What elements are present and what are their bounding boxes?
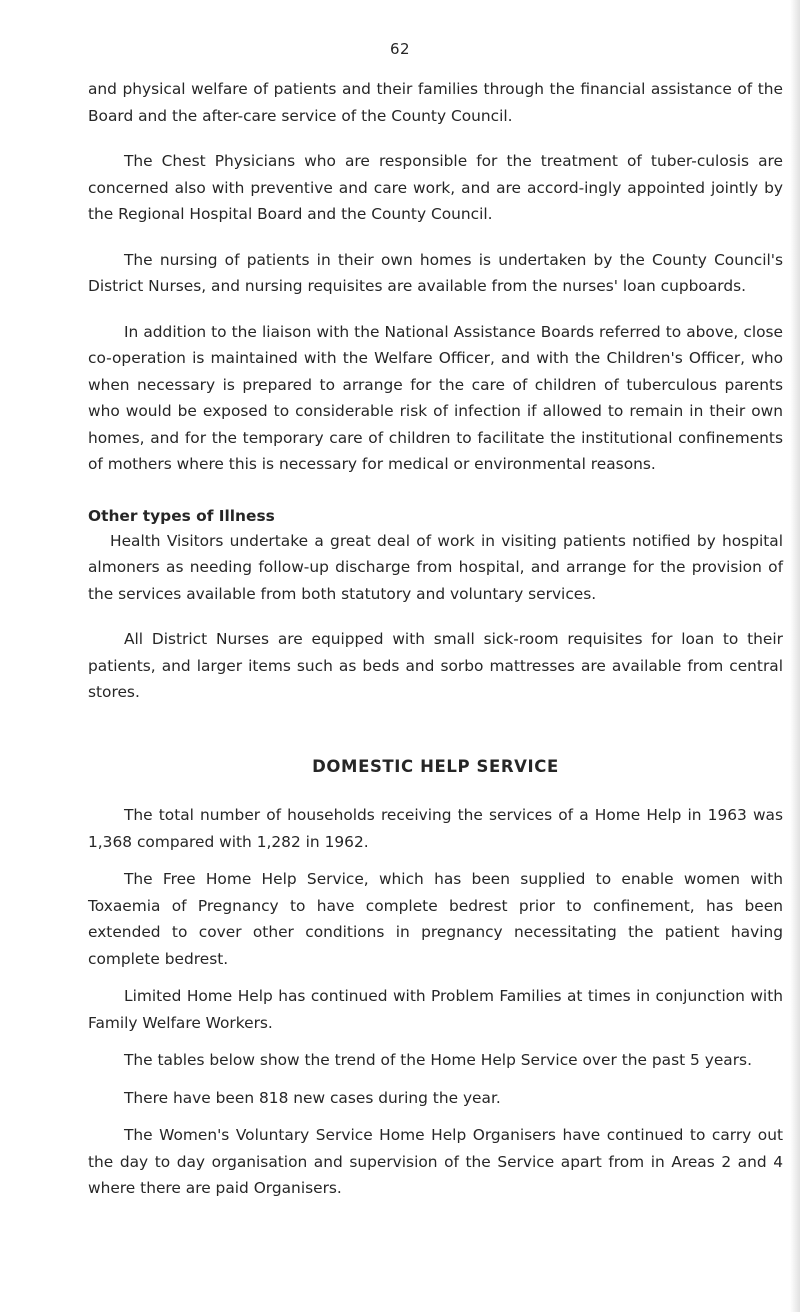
page-body	[88, 76, 783, 1213]
paragraph-chest-physicians: The Chest Physicians who are responsible for the treatment of tuber-culosis are concerned also with preventive and care work, and are accord-ingly appointed jointly by the Regional Hospital Board and the County Council.	[88, 152, 783, 223]
paragraph-nursing: The nursing of patients in their own homes is undertaken by the County Council's District Nurses, and nursing requisites are available from the nurses' loan cupboards.	[88, 250, 783, 295]
paragraph-district-nurses: All District Nurses are equipped with small sick-room requisites for loan to their patients, and larger items such as beds and sorbo mattresses are available from central stores.	[88, 630, 783, 701]
paragraph-health-visitors: Health Visitors undertake a great deal of work in visiting patients notified by hospital almoners as needing follow-up discharge from hospital, and arrange for the provision of the services available from both statutory and voluntary services.	[88, 531, 783, 603]
paragraph-new-cases: There have been 818 new cases during the year.	[124, 1088, 501, 1107]
paragraph-continuation: and physical welfare of patients and their families through the financial assistance of the Board and the after-care service of the County Council.	[88, 80, 783, 125]
paragraph-households: The total number of households receiving the services of a Home Help in 1963 was 1,368 compared with 1,282 in 1962.	[88, 806, 783, 851]
paragraph-problem-families: Limited Home Help has continued with Problem Families at times in conjunction with Family Welfare Workers.	[88, 987, 783, 1032]
subheading-other-illness: Other types of Illness	[88, 506, 275, 525]
page-number: 62	[389, 40, 411, 58]
paragraph-tables-trend: The tables below show the trend of the Home Help Service over the past 5 years.	[124, 1051, 752, 1069]
paragraph-liaison: In addition to the liaison with the National Assistance Boards referred to above, close co-operation is maintained with the Welfare Officer, and with the Children's Officer, who when necessary is prepared to arrange for the care of children of tuberculous parents who would be exposed to considerable risk of infection if allowed to remain in their own homes, and for the temporary care of children to facilitate the institutional confinements of mothers where this is necessary for medical or environmental reasons.	[88, 322, 783, 473]
paragraph-free-home-help: The Free Home Help Service, which has been supplied to enable women with Toxaemia of Pregnancy to have complete bedrest prior to confinement, has been extended to cover other conditions in pregnancy necessitating the patient having complete bedrest.	[88, 870, 783, 968]
scan-edge-shadow	[790, 0, 800, 1312]
paragraph-wvs-organisers: The Women's Voluntary Service Home Help Organisers have continued to carry out the day to day organisation and supervision of the Service apart from in Areas 2 and 4 where there are paid Organisers.	[88, 1126, 783, 1197]
section-title-domestic-help: DOMESTIC HELP SERVICE	[312, 756, 559, 776]
